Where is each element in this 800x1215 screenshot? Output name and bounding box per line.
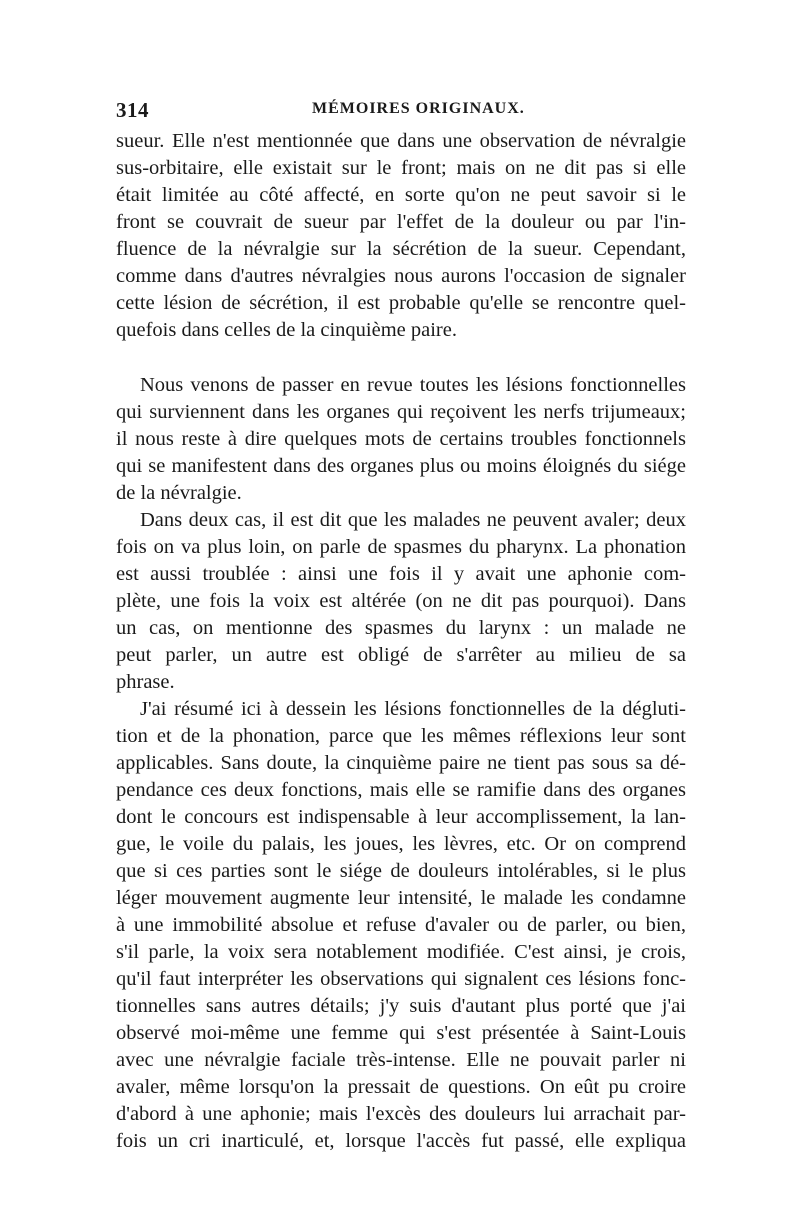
text-line: est aussi troublée : ainsi une fois il y avait une aphonie com- bbox=[116, 563, 686, 585]
text-line: fois on va plus loin, on parle de spasmes du pharynx. La phonation bbox=[116, 536, 686, 558]
text-line: avec une névralgie faciale très-intense. Elle ne pouvait parler ni bbox=[116, 1049, 686, 1071]
text-line: phrase. bbox=[116, 671, 175, 693]
text-line: dont le concours est indispensable à leur accomplissement, la lan- bbox=[116, 806, 686, 828]
text-line: pendance ces deux fonctions, mais elle se ramifie dans des organes bbox=[116, 779, 686, 801]
text-line: observé moi-même une femme qui s'est présentée à Saint-Louis bbox=[116, 1022, 686, 1044]
text-line: qui surviennent dans les organes qui reçoivent les nerfs trijumeaux; bbox=[116, 401, 686, 423]
text-line: Dans deux cas, il est dit que les malades ne peuvent avaler; deux bbox=[140, 509, 686, 531]
text-line: sus-orbitaire, elle existait sur le front; mais on ne dit pas si elle bbox=[116, 157, 686, 179]
text-line: applicables. Sans doute, la cinquième paire ne tient pas sous sa dé- bbox=[116, 752, 686, 774]
text-line: léger mouvement augmente leur intensité, le malade les condamne bbox=[116, 887, 686, 909]
text-line: fluence de la névralgie sur la sécrétion de la sueur. Cependant, bbox=[116, 238, 686, 260]
paragraph-3 bbox=[116, 507, 686, 696]
text-line: front se couvrait de sueur par l'effet de la douleur ou par l'in- bbox=[116, 211, 686, 233]
text-line: gue, le voile du palais, les joues, les lèvres, etc. Or on comprend bbox=[116, 833, 686, 855]
text-line: cette lésion de sécrétion, il est probable qu'elle se rencontre quel- bbox=[116, 292, 686, 314]
paragraph-2 bbox=[116, 372, 686, 507]
text-line: quefois dans celles de la cinquième paire. bbox=[116, 319, 457, 341]
text-line: comme dans d'autres névralgies nous aurons l'occasion de signaler bbox=[116, 265, 686, 287]
text-line: qu'il faut interpréter les observations qui signalent ces lésions fonc- bbox=[116, 968, 686, 990]
page-header bbox=[116, 98, 686, 124]
text-line: que si ces parties sont le siége de douleurs intolérables, si le plus bbox=[116, 860, 686, 882]
paragraph-1 bbox=[116, 128, 686, 344]
text-line: qui se manifestent dans des organes plus ou moins éloignés du siége bbox=[116, 455, 686, 477]
paragraph-4 bbox=[116, 696, 686, 1155]
page-number: 314 bbox=[116, 98, 149, 122]
text-line: d'abord à une aphonie; mais l'excès des douleurs lui arrachait par- bbox=[116, 1103, 686, 1125]
text-line: il nous reste à dire quelques mots de certains troubles fonctionnels bbox=[116, 428, 686, 450]
text-line: était limitée au côté affecté, en sorte qu'on ne peut savoir si le bbox=[116, 184, 686, 206]
text-line: peut parler, un autre est obligé de s'arrêter au milieu de sa bbox=[116, 644, 686, 666]
text-line: de la névralgie. bbox=[116, 482, 242, 504]
text-line: tionnelles sans autres détails; j'y suis d'autant plus porté que j'ai bbox=[116, 995, 686, 1017]
text-line: un cas, on mentionne des spasmes du larynx : un malade ne bbox=[116, 617, 686, 639]
text-line: fois un cri inarticulé, et, lorsque l'accès fut passé, elle expliqua bbox=[116, 1130, 686, 1152]
text-line: Nous venons de passer en revue toutes les lésions fonctionnelles bbox=[140, 374, 686, 396]
running-head: MÉMOIRES ORIGINAUX. bbox=[312, 100, 525, 117]
body-text bbox=[116, 372, 686, 1155]
text-line: à une immobilité absolue et refuse d'avaler ou de parler, ou bien, bbox=[116, 914, 686, 936]
text-line: plète, une fois la voix est altérée (on ne dit pas pourquoi). Dans bbox=[116, 590, 686, 612]
text-line: s'il parle, la voix sera notablement modifiée. C'est ainsi, je crois, bbox=[116, 941, 686, 963]
text-line: sueur. Elle n'est mentionnée que dans une observation de névralgie bbox=[116, 130, 686, 152]
text-line: avaler, même lorsqu'on la pressait de questions. On eût pu croire bbox=[116, 1076, 686, 1098]
text-line: tion et de la phonation, parce que les mêmes réflexions leur sont bbox=[116, 725, 686, 747]
text-line: J'ai résumé ici à dessein les lésions fonctionnelles de la dégluti- bbox=[140, 698, 686, 720]
